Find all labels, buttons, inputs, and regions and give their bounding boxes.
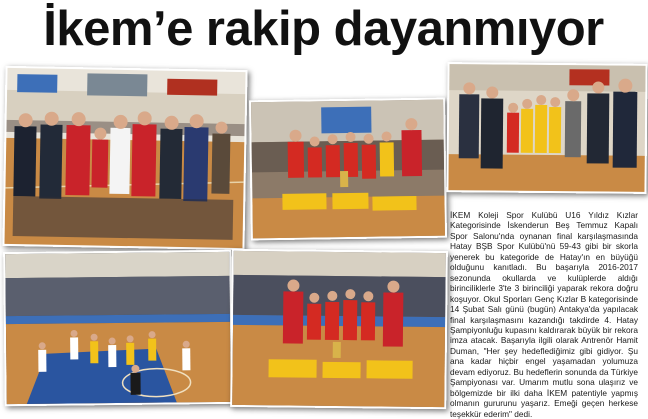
headline: İkem’e rakip dayanmıyor xyxy=(43,2,604,56)
photo-team-group-trophy xyxy=(230,249,448,409)
photo-team-with-officials xyxy=(446,62,647,194)
photo-game-action xyxy=(3,250,233,406)
photo-officials-with-medalists xyxy=(2,66,247,250)
article-body: İKEM Koleji Spor Kulübü U16 Yıldız Kızlar Kategorisinde İskenderun Beş Temmuz Kapalı Spor Salonu'nda oynanan final karşılaşmasında Hatay BŞB Spor Kulübü'nü 59-43 gibi bir skorla yenerek bu kategoride de Hatay'ın en büyüğü olduğunu kanıtladı. Bu başarıyla 2016-2017 sezonunda okullarda ve kulüplerde aldığı birinciliklerle 3'te 3 birinciliği yaparak rekora doğru koşuyor. Okul Sporları Genç Kızlar B kategorisinde 14 Şubat Salı günü (bugün) Antakya'da yapılacak final karşılaşmasını kazandığı takdirde 4. Hatay Şampiyonluğu kupasını kaldırarak büyük bir rekora imza atacak. Başarıyla ilgili olarak Antrenör Hamit Duman, "Her şey hedeflediğimiz gibi gidiyor. Şu ana kadar hiçbir engel yaşamadan yolumuza devam ediyoruz. Bu hedeflerin sonunda da Türkiye Şampiyonası var. Umarım mutlu sona ulaşırız ve bölgemizde bir ilki daha İKEM patentiyle yapmış olmanın gururunu yaşarız. Emeği geçen herkese teşekkür ederim" dedi. xyxy=(450,210,638,419)
photo-team-celebration-trophy xyxy=(249,98,447,241)
